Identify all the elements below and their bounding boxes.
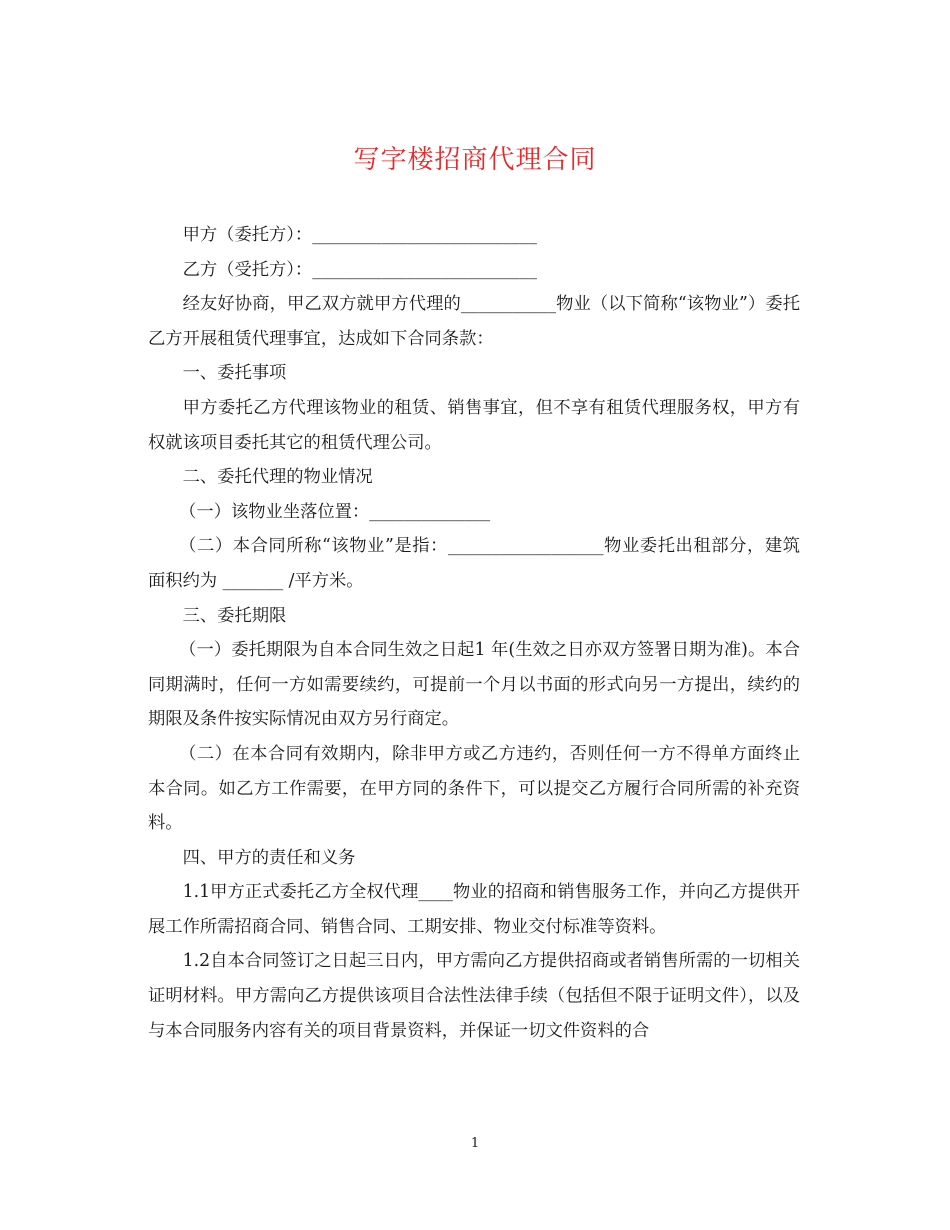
section-2-item-2: （二）本合同所称“该物业”是指：__________________物业委托出租部分，建筑面积约为 _______ /平方米。 [148,536,800,591]
clause-1-2: 1.2自本合同签订之日起三日内，甲方需向乙方提供招商或者销售所需的一切相关证明材料。甲方需向乙方提供该项目合法性法律手续（包括但不限于证明文件），以及与本合同服务内容有关的项目背景资料，并保证一切文件资料的合 [148,951,800,1041]
preamble-paragraph: 经友好协商，甲乙双方就甲方代理的___________物业（以下简称“该物业”）委托乙方开展租赁代理事宜，达成如下合同条款： [148,294,800,349]
section-heading-1: 一、委托事项 [182,363,287,384]
page-number: 1 [470,1136,480,1151]
party-a-line: 甲方（委托方）：__________________________ [182,225,537,245]
section-1-paragraph: 甲方委托乙方代理该物业的租赁、销售事宜，但不享有租赁代理服务权，甲方有权就该项目委托其它的租赁代理公司。 [148,397,800,453]
clause-1-1: 1.1甲方正式委托乙方全权代理____物业的招商和销售服务工作，并向乙方提供开展工作所需招商合同、销售合同、工期安排、物业交付标准等资料。 [148,882,800,937]
document-body [148,218,800,1048]
section-2-item-1: （一）该物业坐落位置：______________ [179,501,491,522]
section-heading-2: 二、委托代理的物业情况 [182,467,373,488]
section-heading-4: 四、甲方的责任和义务 [182,847,356,868]
party-b-line: 乙方（受托方）：__________________________ [182,259,537,280]
document-title: 写字楼招商代理合同 [353,145,597,175]
section-3-item-1: （一）委托期限为自本合同生效之日起1 年(生效之日亦双方签署日期为准)。本合同期满时，任何一方如需要续约，可提前一个月以书面的形式向另一方提出，续约的期限及条件按实际情况由双方另行商定。 [148,640,800,730]
section-3-item-2: （二）在本合同有效期内，除非甲方或乙方违约，否则任何一方不得单方面终止本合同。如乙方工作需要，在甲方同的条件下，可以提交乙方履行合同所需的补充资料。 [148,743,800,834]
section-heading-3: 三、委托期限 [182,605,287,626]
